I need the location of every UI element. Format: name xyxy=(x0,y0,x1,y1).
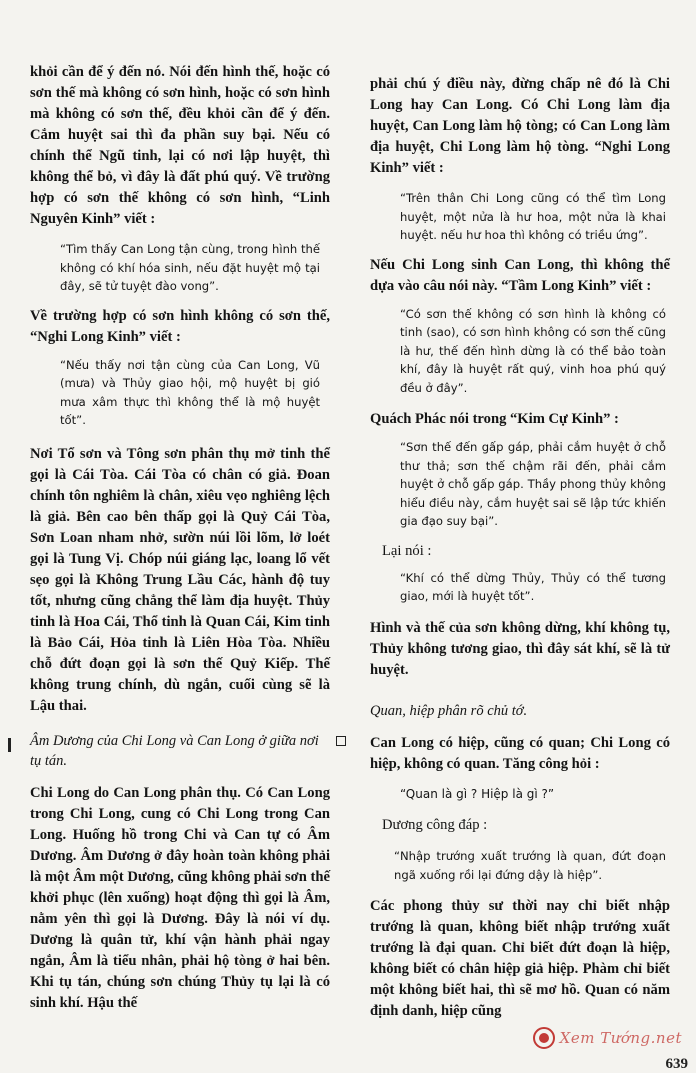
watermark-text: Xem Tướng.net xyxy=(559,1029,682,1047)
yin-yang-logo-icon xyxy=(533,1027,555,1049)
section-heading: Quan, hiệp phân rõ chủ tớ. xyxy=(370,702,528,719)
watermark xyxy=(533,1027,682,1049)
paragraph: Nơi Tổ sơn và Tông sơn phân thụ mở tinh thể gọi là Cái Tòa. Cái Tòa có chân có giả. Đoan chính tôn nghiêm là chân, xiêu vẹo nghiêng lệch là giả. Bên cao bên thấp gọi là Quỷ Cái Tòa, Sơn Loan nham nhở, sườn núi lồi lõm, lở loét gọi là Tung Vị. Chóp núi giáng lạc, loang lổ vết sẹo gọi là Không Trung Lầu Các, hành độ tuy tốt, nhưng cũng chẳng thể làm địa huyệt. Thủy tinh là Hoa Cái, Thổ tinh là Quan Cái, Kim tinh là Bảo Cái, Hỏa tinh là Liên Hòa Tòa. Nhiều chỗ đứt đoạn gọi là sơn thế Quỷ Kiếp. Thế không trung chính, dù ngắn, cuối cùng sẽ là Lậu thai. xyxy=(30,445,330,714)
paragraph: Can Long có hiệp, cũng có quan; Chi Long có hiệp, không có quan. Tăng công hỏi : xyxy=(370,734,670,772)
checkbox-bullet-icon xyxy=(336,736,346,746)
paragraph: Hình và thế của sơn không dừng, khí không tụ, Thủy không tương giao, thì đây sát khí, sẽ là tử huyệt. xyxy=(370,619,670,678)
paragraph: Chi Long do Can Long phân thụ. Có Can Long trong Chi Long, cung có Chi Long trong Can Long. Huống hồ trong Chi và Can tự có Âm Dương. Âm Dương ở đây hoàn toàn không phải là một Âm một Dương, cũng không phải sơn thế khởi phục (lên xuống) hoạt động thì gọi là Âm, nằm yên thì gọi là Dương. Đây là nói ví dụ. Dương là quân tử, khí vận hành phải ngay ngắn, Âm là tiểu nhân, phải hộ tòng ở hai bên. Khi tụ tán, chúng sơn chúng Thủy tụ lại là có sinh khí. Hậu thế xyxy=(30,784,330,1011)
quote-tam-long-kinh: “Có sơn thế không có sơn hình là không có tinh (sao), có sơn hình không có sơn thế cũng là hư, thế đến hình dừng là có thể bảo toàn khí, đây là huyệt rất quý, vinh hoa phú quý đều ở đây”. xyxy=(400,306,666,395)
quote-linh-nguyen-kinh: “Tìm thấy Can Long tận cùng, trong hình thế không có khí hóa sinh, nếu đặt huyệt mộ tại đây, sẽ tử tuyệt đào vong”. xyxy=(60,242,320,293)
right-column xyxy=(370,0,670,1022)
quote-question: “Quan là gì ? Hiệp là gì ?” xyxy=(400,786,555,801)
quote-answer: “Nhập trướng xuất trướng là quan, đứt đoạn ngã xuống rồi lại đứng dậy là hiệp”. xyxy=(394,849,666,882)
paragraph: phải chú ý điều này, đừng chấp nê đó là Chi Long hay Can Long. Có Chi Long làm địa huyệt, Can Long làm hộ tòng; có Can Long làm địa huyệt, Chi Long làm hộ tòng. “Nghi Long Kinh” viết : xyxy=(370,76,670,176)
quote-nghi-long-kinh: “Nếu thấy nơi tận cùng của Can Long, Vũ (mưa) và Thủy giao hội, mộ huyệt bị gió mưa xâm thực thì không thể là mộ huyệt tốt”. xyxy=(60,357,320,427)
paragraph: Về trường hợp có sơn hình không có sơn thế, “Nghi Long Kinh” viết : xyxy=(30,307,330,345)
paragraph: Các phong thủy sư thời nay chỉ biết nhập trướng là quan, không biết nhập trướng xuất trướng là đại quan. Chỉ biết đứt đoạn là hiệp, không biết có chân hiệp giả hiệp. Phàm chỉ biết một không biết hai, thì sẽ mơ hồ. Quan có năm định danh, hiệp cũng xyxy=(370,898,670,1019)
page-number: 639 xyxy=(665,1056,688,1072)
quote-kim-cu-kinh: “Sơn thế đến gấp gáp, phải cắm huyệt ở chỗ thư thả; sơn thế chậm rãi đến, phải cắm huyệt ở chỗ gấp gáp. Thầy phong thủy không hiểu điều này, cắm huyệt sai sẽ lập tức khiến gia đạo suy bại”. xyxy=(400,440,666,528)
paragraph: Lại nói : xyxy=(382,542,432,559)
quote-nghi-long-kinh-2: “Trên thân Chi Long cũng có thể tìm Long huyệt, một nửa là hư hoa, một nửa là khai huyệt. nếu hư hoa thì không có triều ứng”. xyxy=(400,191,666,242)
paragraph: Nếu Chi Long sinh Can Long, thì không thể dựa vào câu nói này. “Tầm Long Kinh” viết : xyxy=(370,256,670,294)
left-column xyxy=(30,0,330,1014)
section-marker xyxy=(8,738,11,752)
quote-lai-noi: “Khí có thể dừng Thủy, Thủy có thể tương giao, mới là huyệt tốt”. xyxy=(400,570,666,603)
section-heading: Âm Dương của Chi Long và Can Long ở giữa nơi tụ tán. xyxy=(30,732,319,769)
paragraph: khỏi cần để ý đến nó. Nói đến hình thế, hoặc có sơn thế mà không có sơn hình, hoặc có sơn hình mà không có sơn thế, đều khỏi cần để ý đến. Cắm huyệt sai thì đa phần suy bại. Nếu có chính thể Ngũ tinh, lại có nơi lập huyệt, thì không thể bỏ, vì đây là đất phú quý. Về trường hợp có sơn thế không có sơn hình, “Linh Nguyên Kinh” viết : xyxy=(30,64,330,227)
paragraph: Dương công đáp : xyxy=(382,817,488,833)
paragraph: Quách Phác nói trong “Kim Cự Kinh” : xyxy=(370,411,619,427)
